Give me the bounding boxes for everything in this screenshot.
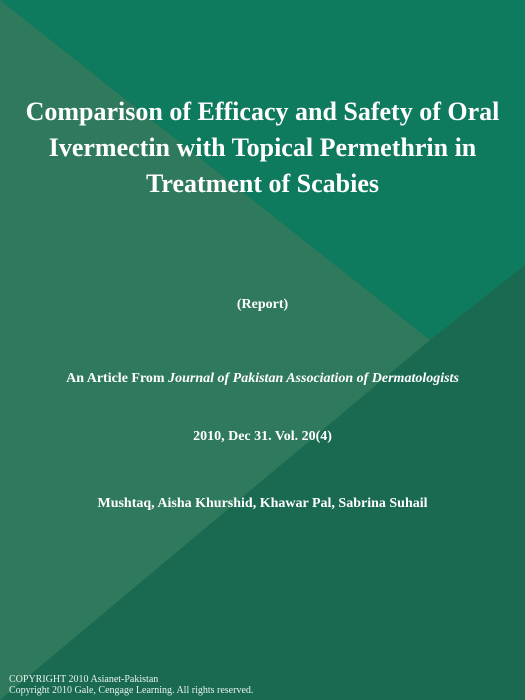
cover-title: Comparison of Efficacy and Safety of Oral Ivermectin with Topical Permethrin in Treatment of Scabies — [25, 97, 500, 198]
journal-name: Journal of Pakistan Association of Dermatologists — [168, 371, 459, 386]
source-prefix: An Article From — [66, 371, 165, 386]
publication-date-volume: 2010, Dec 31. Vol. 20(4) — [193, 429, 332, 444]
copyright-line-publisher: COPYRIGHT 2010 Asianet-Pakistan — [9, 674, 159, 685]
copyright-line-gale: Copyright 2010 Gale, Cengage Learning. All rights reserved. — [9, 685, 254, 696]
author-list: Mushtaq, Aisha Khurshid, Khawar Pal, Sabrina Suhail — [97, 496, 428, 511]
report-label: (Report) — [236, 297, 289, 312]
copyright-notice — [9, 674, 253, 696]
article-source — [0, 371, 525, 387]
